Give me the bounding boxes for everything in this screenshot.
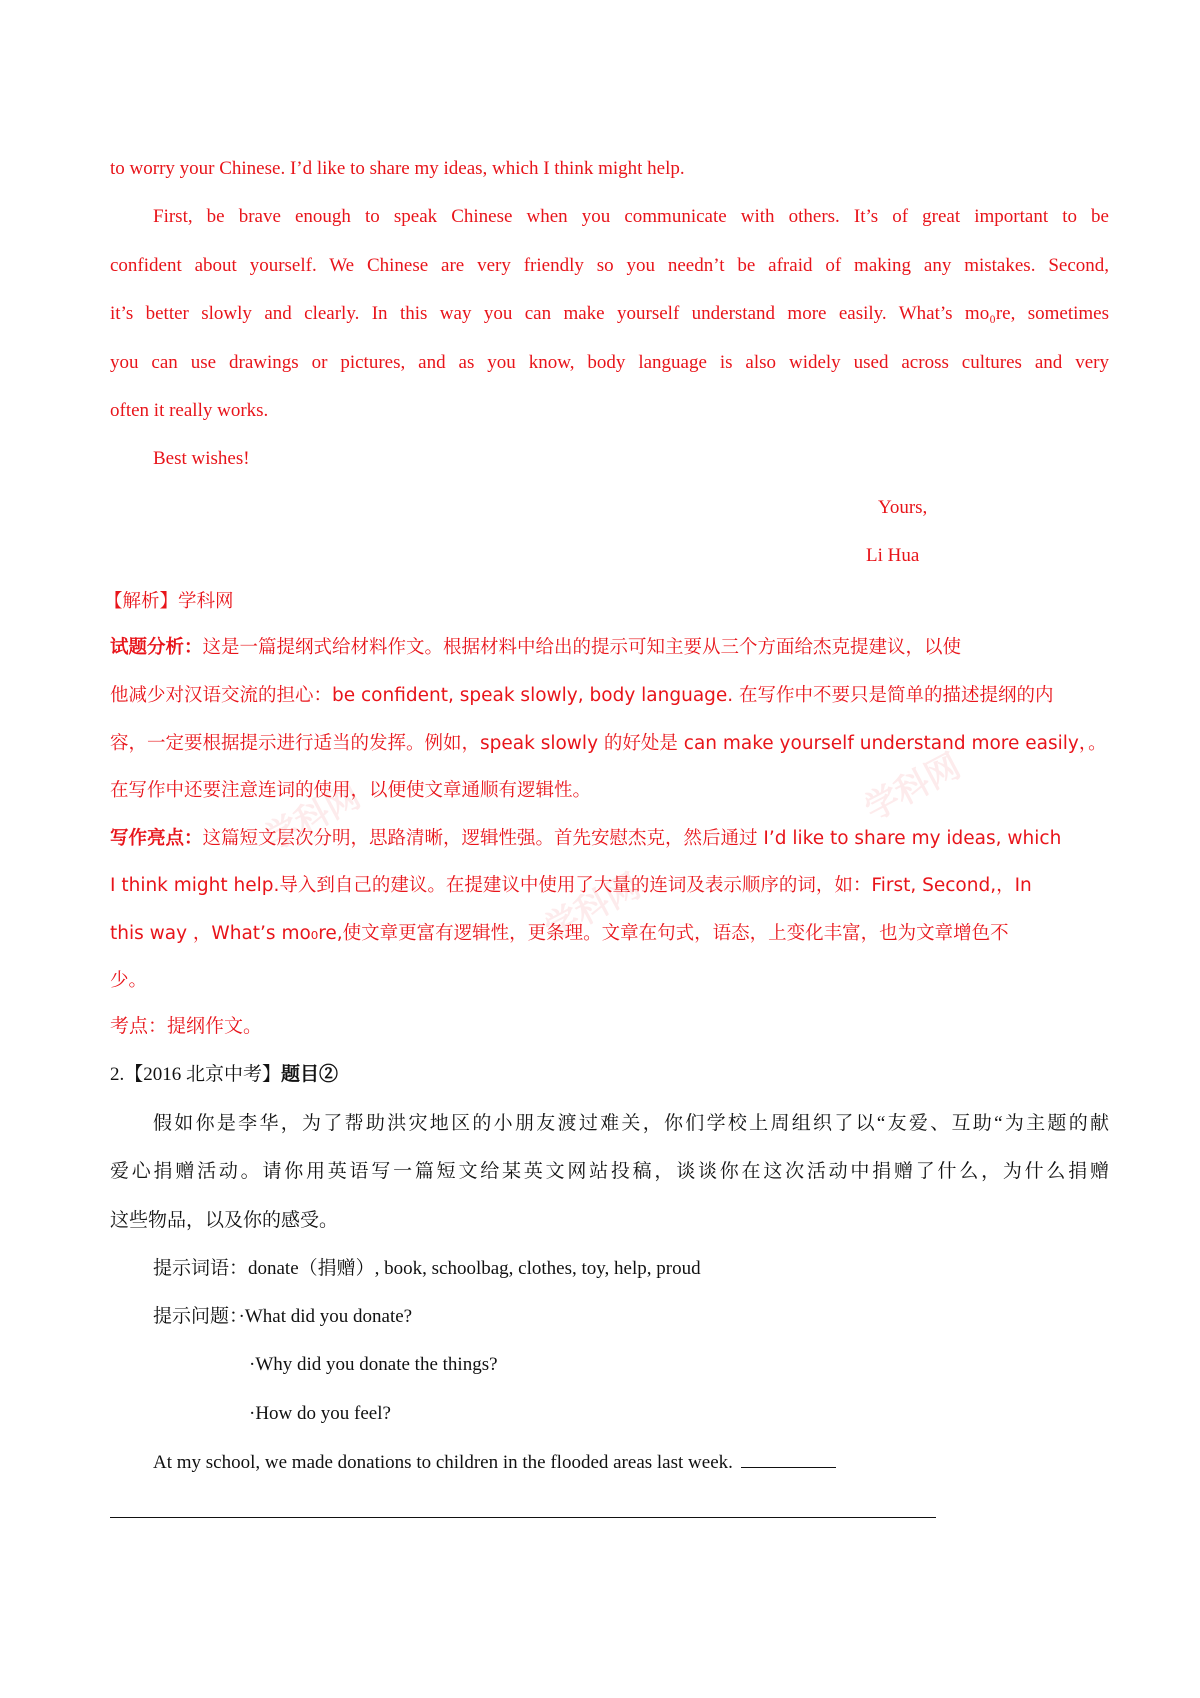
- letter-line: confident about yourself. We Chinese are very friendly so you needn’t be afraid of making any mistakes. Second,: [110, 255, 1109, 276]
- question-title: 题目②: [281, 1064, 339, 1085]
- analysis-line: 他减少对汉语交流的担心：be confident, speak slowly, body language. 在写作中不要只是简单的描述提纲的内: [110, 685, 1054, 706]
- analysis-text: 这是一篇提纲式给材料作文。根据材料中给出的提示可知主要从三个方面给杰克提建议，以使: [202, 637, 962, 658]
- letter-closing: Best wishes!: [153, 448, 250, 469]
- analysis-heading: 【解析】学科网: [104, 591, 234, 612]
- question-heading: [110, 1063, 338, 1087]
- answer-blank[interactable]: [741, 1450, 836, 1468]
- hint-questions: [153, 1305, 412, 1329]
- hint-questions-label: 提示问题：: [153, 1306, 239, 1327]
- answer-line[interactable]: [110, 1517, 936, 1518]
- starter-text: At my school, we made donations to children in the flooded areas last week.: [153, 1452, 733, 1473]
- prompt-line: 假如你是李华，为了帮助洪灾地区的小朋友渡过难关，你们学校上周组织了以“友爱、互助“为主题的献: [153, 1113, 1109, 1134]
- analysis-line: [110, 636, 961, 660]
- analysis-line: this way ，What’s mo₀re,使文章更富有逻辑性，更条理。文章在句式，语态，上变化丰富，也为文章增色不: [110, 923, 1009, 944]
- letter-line: First, be brave enough to speak Chinese when you communicate with others. It’s of great important to be: [153, 206, 1109, 227]
- watermark-text: 学科网: [858, 745, 968, 830]
- letter-signature: Li Hua: [866, 545, 920, 566]
- watermark-text: 学科网: [258, 775, 368, 860]
- analysis-line: 容，一定要根据提示进行适当的发挥。例如，speak slowly 的好处是 can make yourself understand more easily，。: [110, 733, 1107, 754]
- prompt-line: 爱心捐赠活动。请你用英语写一篇短文给某英文网站投稿，谈谈你在这次活动中捐赠了什么，为什么捐赠: [110, 1161, 1109, 1182]
- hint-question: ·What did you donate?: [238, 1306, 413, 1327]
- hint-question: ·How do you feel?: [249, 1403, 391, 1424]
- highlights-label: 写作亮点：: [110, 828, 203, 849]
- letter-line: you can use drawings or pictures, and as you know, body language is also widely used across cultures and very: [110, 352, 1109, 373]
- analysis-line: 在写作中还要注意连词的使用，以便使文章通顺有逻辑性。: [110, 780, 592, 801]
- letter-line: it’s better slowly and clearly. In this way you can make yourself understand more easily. What’s mo₀re, sometimes: [110, 303, 1109, 324]
- letter-line: to worry your Chinese. I’d like to share my ideas, which I think might help.: [110, 158, 685, 179]
- watermark-text: 学科网: [538, 865, 648, 950]
- analysis-line: 少。: [110, 970, 148, 991]
- kaodian: 考点：提纲作文。: [110, 1016, 263, 1037]
- analysis-line: [110, 827, 1061, 851]
- starter-sentence: [153, 1450, 836, 1475]
- letter-line: often it really works.: [110, 400, 269, 421]
- hint-words: 提示词语：donate（捐赠）, book, schoolbag, clothes, toy, help, proud: [153, 1258, 701, 1279]
- letter-yours: Yours,: [878, 497, 928, 518]
- analysis-label: 试题分析：: [110, 637, 203, 658]
- analysis-line: I think might help.导入到自己的建议。在提建议中使用了大量的连词及表示顺序的词，如：First, Second,，In: [110, 875, 1032, 896]
- analysis-text: 这篇短文层次分明，思路清晰，逻辑性强。首先安慰杰克，然后通过 I’d like to share my ideas, which: [202, 828, 1062, 849]
- prompt-line: 这些物品，以及你的感受。: [110, 1210, 339, 1231]
- question-number: 2.【2016 北京中考】: [110, 1064, 282, 1085]
- hint-question: ·Why did you donate the things?: [249, 1354, 498, 1375]
